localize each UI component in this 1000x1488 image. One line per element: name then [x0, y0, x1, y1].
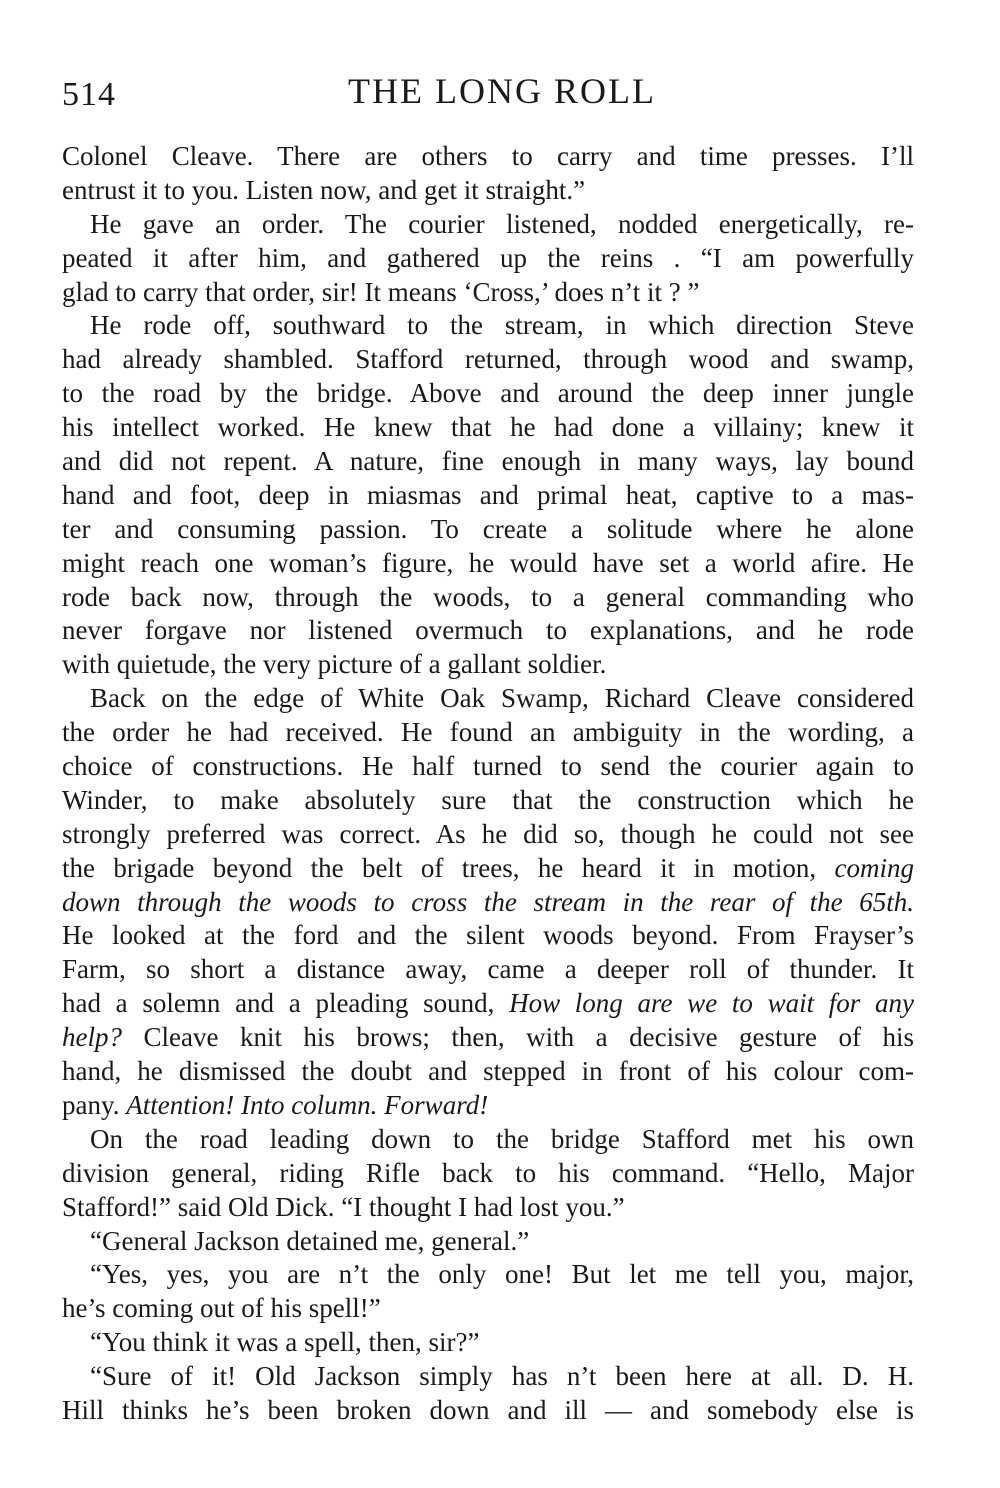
italic-run: help? [62, 1022, 122, 1053]
text-run: and did not repent. A nature, fine enough in many ways, lay bound [62, 446, 914, 477]
text-line [62, 1089, 914, 1123]
text-line [62, 513, 914, 547]
text-run: never forgave nor listened overmuch to explanations, and he rode [62, 615, 914, 646]
text-line [62, 682, 914, 716]
text-run: “Yes, yes, you are n’t the only one! But let me tell you, major, [90, 1259, 914, 1290]
text-line [62, 445, 914, 479]
text-run: ter and consuming passion. To create a solitude where he alone [62, 513, 914, 544]
text-run: had a solemn and a pleading sound, [62, 988, 510, 1019]
text-run: “You think it was a spell, then, sir?” [90, 1327, 480, 1358]
italic-run: coming [834, 852, 914, 883]
text-line [62, 1258, 914, 1292]
text-line [62, 547, 914, 581]
text-run: strongly preferred was correct. As he did so, though he could not see [62, 818, 914, 849]
text-line [62, 411, 914, 445]
text-run: rode back now, through the woods, to a general commanding who [62, 581, 914, 612]
text-line [62, 987, 914, 1021]
running-head [62, 70, 912, 113]
text-run: He gave an order. The courier listened, nodded energetically, re- [90, 208, 914, 239]
text-line [62, 886, 914, 920]
italic-run: down through the woods to cross the stream in the rear of the 65th. [62, 886, 914, 917]
text-line [62, 1055, 914, 1089]
text-line [62, 174, 914, 208]
text-line [62, 242, 914, 276]
text-run: Colonel Cleave. There are others to carry and time presses. I’ll [62, 141, 914, 171]
text-line [62, 581, 914, 615]
text-line [62, 1157, 914, 1191]
text-line [62, 1360, 914, 1394]
text-line [62, 309, 914, 343]
text-line [62, 1191, 914, 1225]
text-run: Cleave knit his brows; then, with a decisive gesture of his [122, 1022, 914, 1053]
text-run: He rode off, southward to the stream, in which direction Steve [90, 310, 914, 341]
text-run: entrust it to you. Listen now, and get it straight.” [62, 174, 586, 205]
text-line [62, 648, 914, 682]
text-line [62, 919, 914, 953]
text-line [62, 479, 914, 513]
text-run: the brigade beyond the belt of trees, he heard it in motion, [62, 852, 835, 883]
text-line [62, 1123, 914, 1157]
text-line [62, 716, 914, 750]
text-run: hand, he dismissed the doubt and stepped in front of his colour com- [62, 1056, 914, 1087]
page-number: 514 [62, 76, 116, 113]
text-run: Stafford!” said Old Dick. “I thought I had lost you.” [62, 1191, 625, 1222]
text-line [62, 208, 914, 242]
text-run: glad to carry that order, sir! It means ‘Cross,’ does n’t it ? ” [62, 276, 700, 307]
running-title: THE LONG ROLL [348, 71, 656, 111]
text-run: might reach one woman’s figure, he would have set a world afire. He [62, 547, 914, 578]
body-text [62, 140, 914, 1428]
text-line [62, 140, 914, 174]
text-line [62, 953, 914, 987]
text-run: “General Jackson detained me, general.” [90, 1225, 530, 1256]
text-run: pany. [62, 1089, 127, 1120]
text-run: he’s coming out of his spell!” [62, 1293, 381, 1324]
text-run: He looked at the ford and the silent woods beyond. From Frayser’s [62, 920, 914, 951]
text-run: hand and foot, deep in miasmas and primal heat, captive to a mas- [62, 479, 914, 510]
text-line [62, 852, 914, 886]
text-run: his intellect worked. He knew that he had done a villainy; knew it [62, 412, 914, 443]
italic-run: Attention! Into column. Forward! [126, 1089, 489, 1120]
italic-run: How long are we to wait for any [509, 988, 914, 1019]
text-run: with quietude, the very picture of a gallant soldier. [62, 649, 607, 680]
text-line [62, 343, 914, 377]
text-line [62, 1326, 914, 1360]
text-run: “Sure of it! Old Jackson simply has n’t been here at all. D. H. [90, 1361, 914, 1392]
text-line [62, 377, 914, 411]
text-line [62, 276, 914, 310]
text-run: On the road leading down to the bridge Stafford met his own [90, 1123, 914, 1154]
text-line [62, 750, 914, 784]
text-run: Winder, to make absolutely sure that the construction which he [62, 784, 914, 815]
text-run: choice of constructions. He half turned to send the courier again to [62, 751, 914, 782]
text-run: had already shambled. Stafford returned, through wood and swamp, [62, 344, 914, 375]
text-run: peated it after him, and gathered up the reins . “I am powerfully [62, 242, 914, 273]
text-run: the order he had received. He found an ambiguity in the wording, a [62, 717, 914, 748]
text-line [62, 818, 914, 852]
text-line [62, 1021, 914, 1055]
text-run: Farm, so short a distance away, came a deeper roll of thunder. It [62, 954, 914, 985]
text-line [62, 614, 914, 648]
text-run: Back on the edge of White Oak Swamp, Richard Cleave considered [90, 683, 914, 714]
text-line [62, 784, 914, 818]
text-run: division general, riding Rifle back to his command. “Hello, Major [62, 1157, 914, 1188]
text-line [62, 1394, 914, 1428]
text-line [62, 1292, 914, 1326]
text-line [62, 1225, 914, 1259]
text-run: Hill thinks he’s been broken down and ill — and somebody else is [62, 1394, 914, 1425]
text-run: to the road by the bridge. Above and around the deep inner jungle [62, 378, 914, 409]
